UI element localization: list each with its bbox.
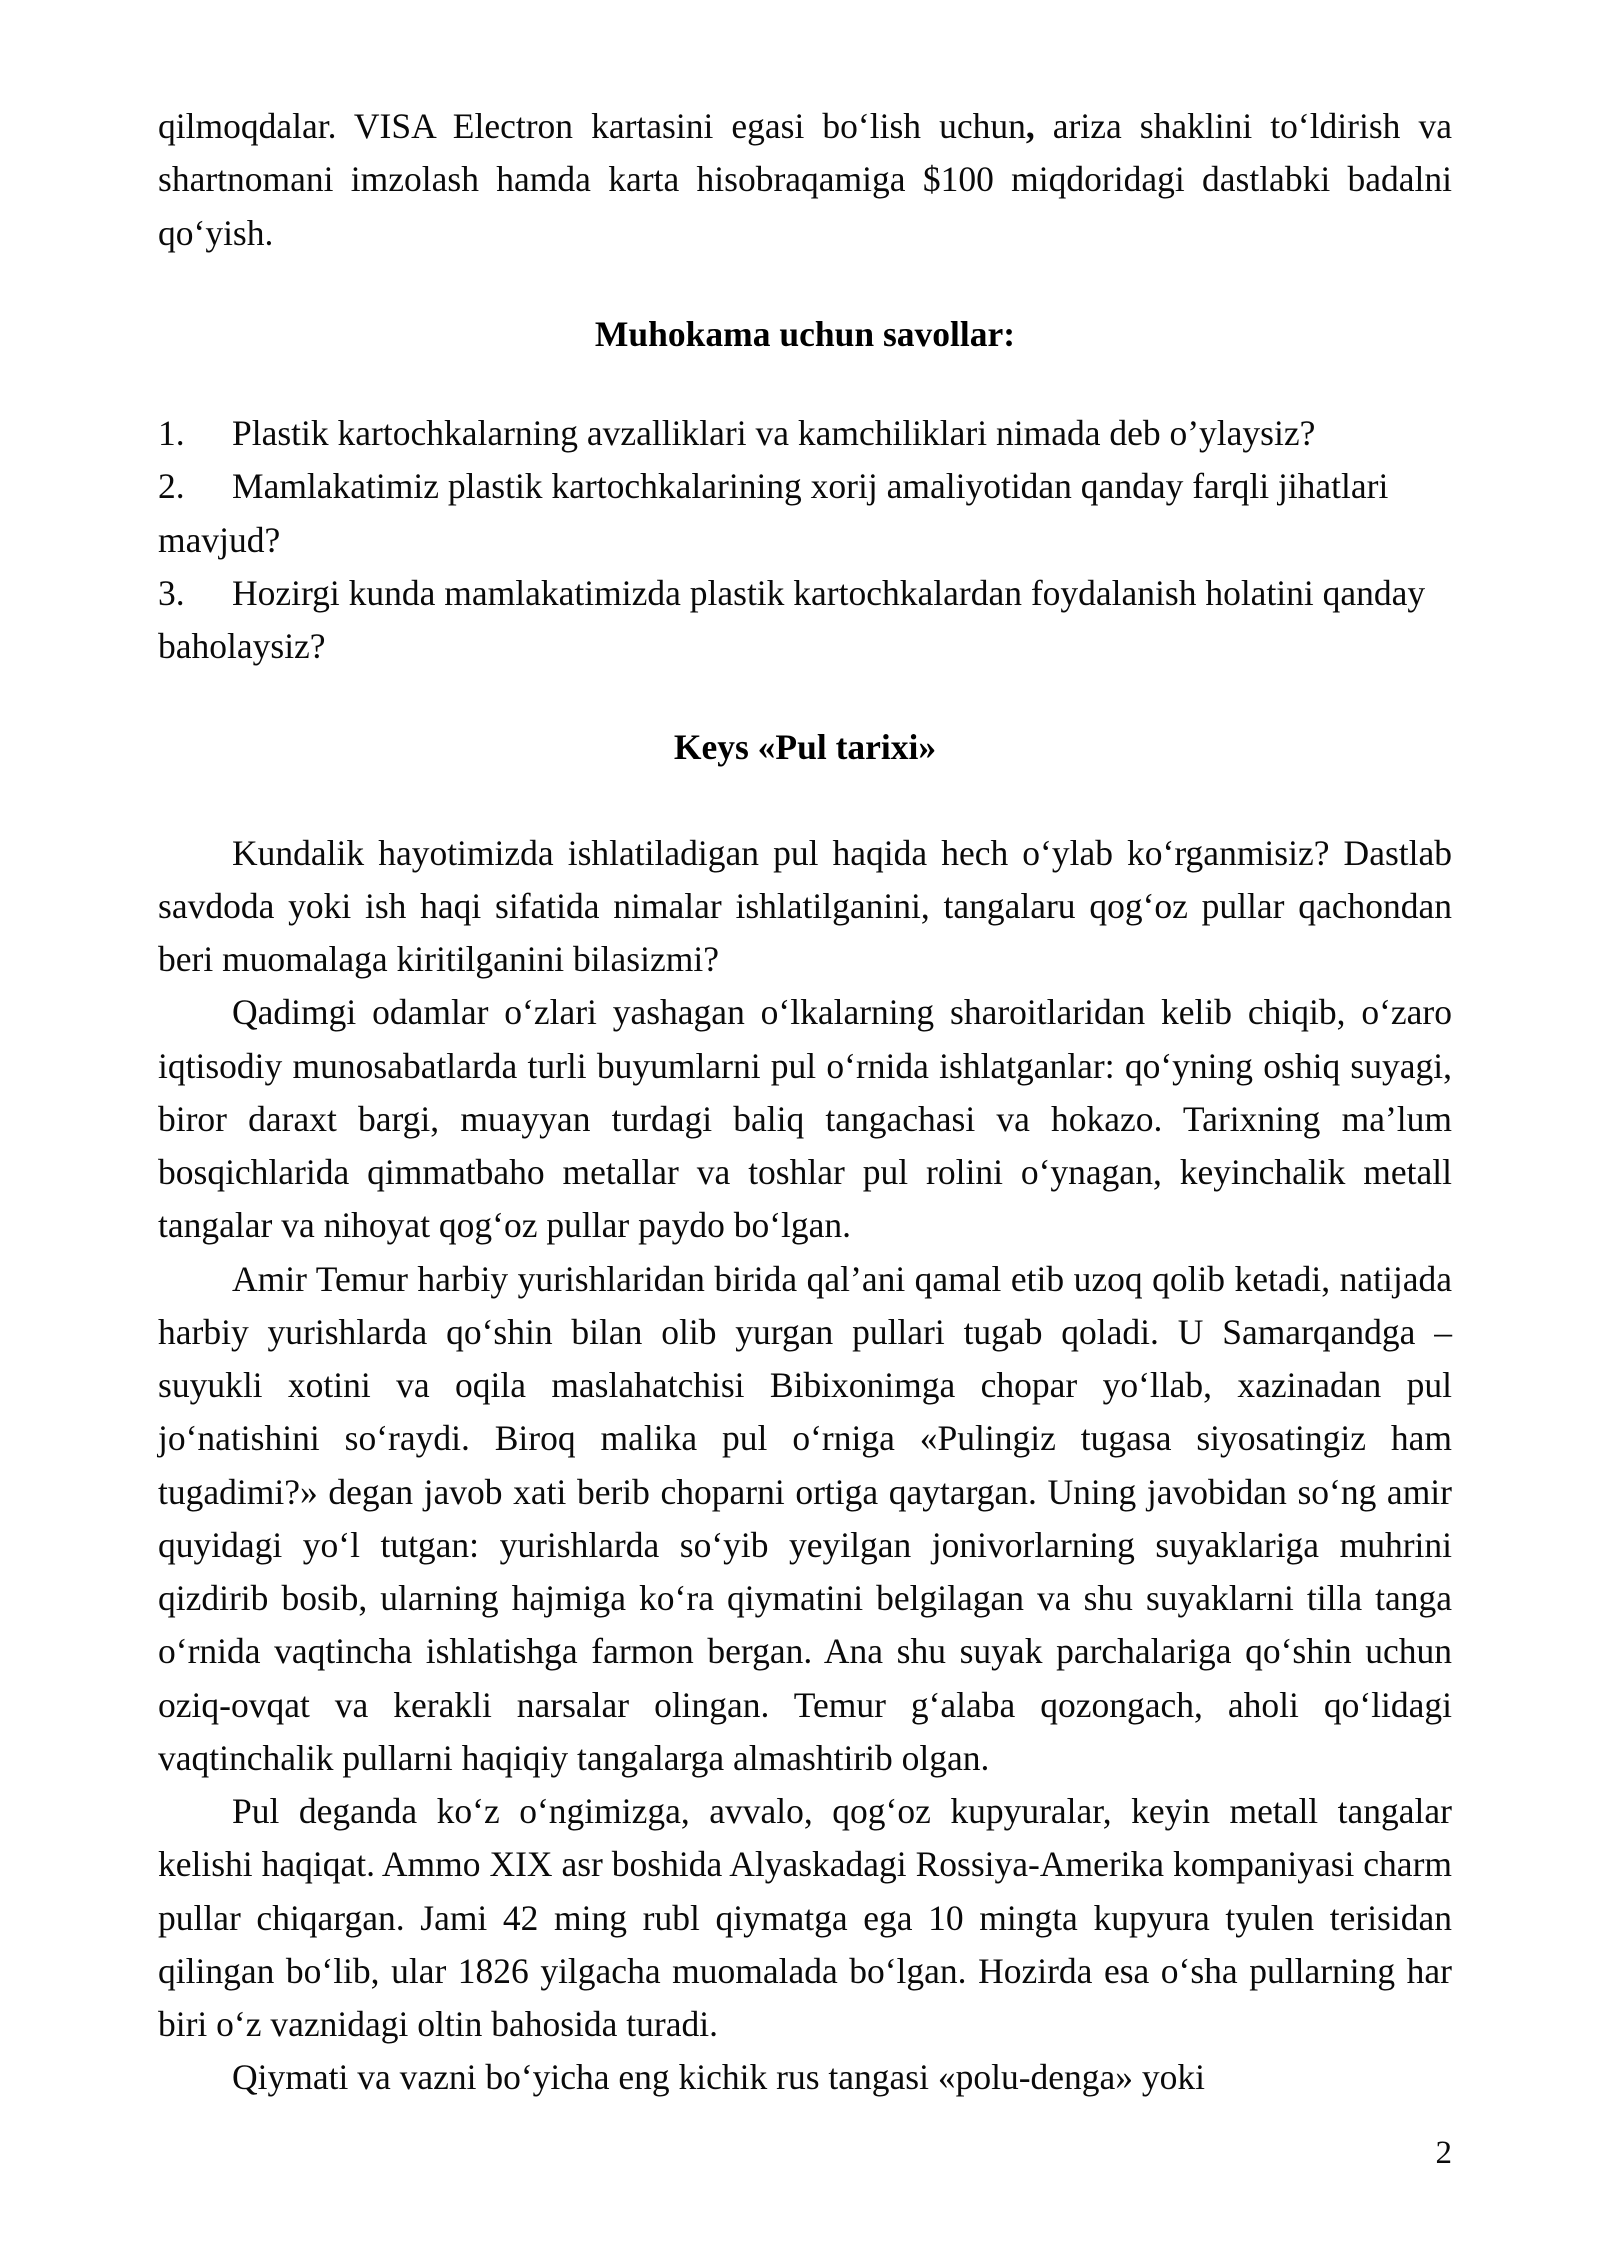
questions-heading: Muhokama uchun savollar: — [594, 313, 1016, 354]
list-item — [158, 460, 1452, 567]
list-item — [158, 567, 1452, 674]
body-paragraph-4: Pul deganda ko‘z o‘ngimizga, avvalo, qog‘oz kupyuralar, keyin metall tangalar kelishi haqiqat. Ammo XIX asr boshida Alyaskadagi Rossiya-Amerika kompaniyasi charm pullar chiqargan. Jami 42 ming rubl qiymatga ega 10 mingta kupyura tyulen terisidan qilingan bo‘lib, ular 1826 yilgacha muomalada bo‘lgan. Hozirda esa o‘sha pullarning har biri o‘z vaznidagi oltin bahosida turadi. — [158, 1791, 1452, 2044]
question-number: 2. — [158, 466, 185, 507]
body-paragraph-1: Kundalik hayotimizda ishlatiladigan pul haqida hech o‘ylab ko‘rganmisiz? Dastlab savdoda yoki ish haqi sifatida nimalar ishlatilganini, tangalaru qog‘oz pullar qachondan beri muomalaga kiritilganini bilasizmi? — [158, 832, 1452, 979]
spacer — [158, 361, 1452, 407]
question-number: 3. — [158, 572, 185, 613]
list-item — [158, 407, 1452, 460]
body-paragraph-5: Qiymati va vazni bo‘yicha eng kichik rus tangasi «polu-denga» yoki — [232, 2057, 1206, 2098]
spacer — [158, 775, 1452, 827]
opening-paragraph — [158, 100, 1452, 260]
keys-heading: Keys «Pul tarixi» — [673, 727, 937, 768]
document-body — [158, 100, 1452, 2105]
spacer — [158, 673, 1452, 721]
page-number: 2 — [1435, 2135, 1452, 2171]
body-paragraph-2: Qadimgi odamlar o‘zlari yashagan o‘lkalarning sharoitlaridan kelib chiqib, o‘zaro iqtisodiy munosabatlarda turli buyumlarni pul o‘rnida ishlatganlar: qo‘yning oshiq suyagi, biror daraxt bargi, muayyan turdagi baliq tangachasi va hokazo. Tarixning ma’lum bosqichlarida qimmatbaho metallar va toshlar pul rolini o‘ynagan, keyinchalik metall tangalar va nihoyat qog‘oz pullar paydo bo‘lgan. — [158, 992, 1452, 1246]
question-text: Mamlakatimiz plastik kartochkalarining xorij amaliyotidan qanday farqli jihatlari mavjud? — [158, 466, 1389, 560]
body-paragraph-3: Amir Temur harbiy yurishlaridan birida qal’ani qamal etib uzoq qolib ketadi, natijada harbiy yurishlarda qo‘shin bilan olib yurgan pullari tugab qoladi. U Samarqandga – suyukli xotini va oqila maslahatchisi Bibixonimga chopar yo‘llab, xazinadan pul jo‘natishini so‘raydi. Biroq malika pul o‘rniga «Pulingiz tugasa siyosatingiz ham tugadimi?» degan javob xati berib choparni ortiga qaytargan. Uning javobidan so‘ng amir quyidagi yo‘l tutgan: yurishlarda so‘yib yeyilgan jonivorlarning suyaklariga muhrini qizdirib bosib, ularning hajmiga ko‘ra qiymatini belgilagan va shu suyaklarni tilla tanga o‘rnida vaqtincha ishlatishga farmon bergan. Ana shu suyak parchalariga qo‘shin uchun oziq-ovqat va kerakli narsalar olingan. Temur g‘alaba qozongach, aholi qo‘lidagi vaqtinchalik pullarni haqiqiy tangalarga almashtirib olgan. — [158, 1258, 1452, 1778]
discussion-questions-list — [158, 407, 1452, 673]
question-number: 1. — [158, 413, 185, 453]
opening-text-before-bold: qilmoqdalar. VISA Electron kartasini egasi bo‘lish uchun — [158, 106, 1026, 146]
question-text: Plastik kartochkalarning avzalliklari va kamchiliklari nimada deb o’ylaysiz? — [232, 413, 1316, 453]
opening-bold-comma: , — [1025, 106, 1035, 146]
opening-text-after-bold: ariza shaklini to‘ldirish va shartnomani imzolash hamda karta hisobraqamiga $100 miqdoridagi dastlabki badalni qo‘yish. — [158, 106, 1452, 253]
spacer — [158, 260, 1452, 308]
question-text: Hozirgi kunda mamlakatimizda plastik kartochkalardan foydalanish holatini qanday baholaysiz? — [158, 572, 1426, 666]
